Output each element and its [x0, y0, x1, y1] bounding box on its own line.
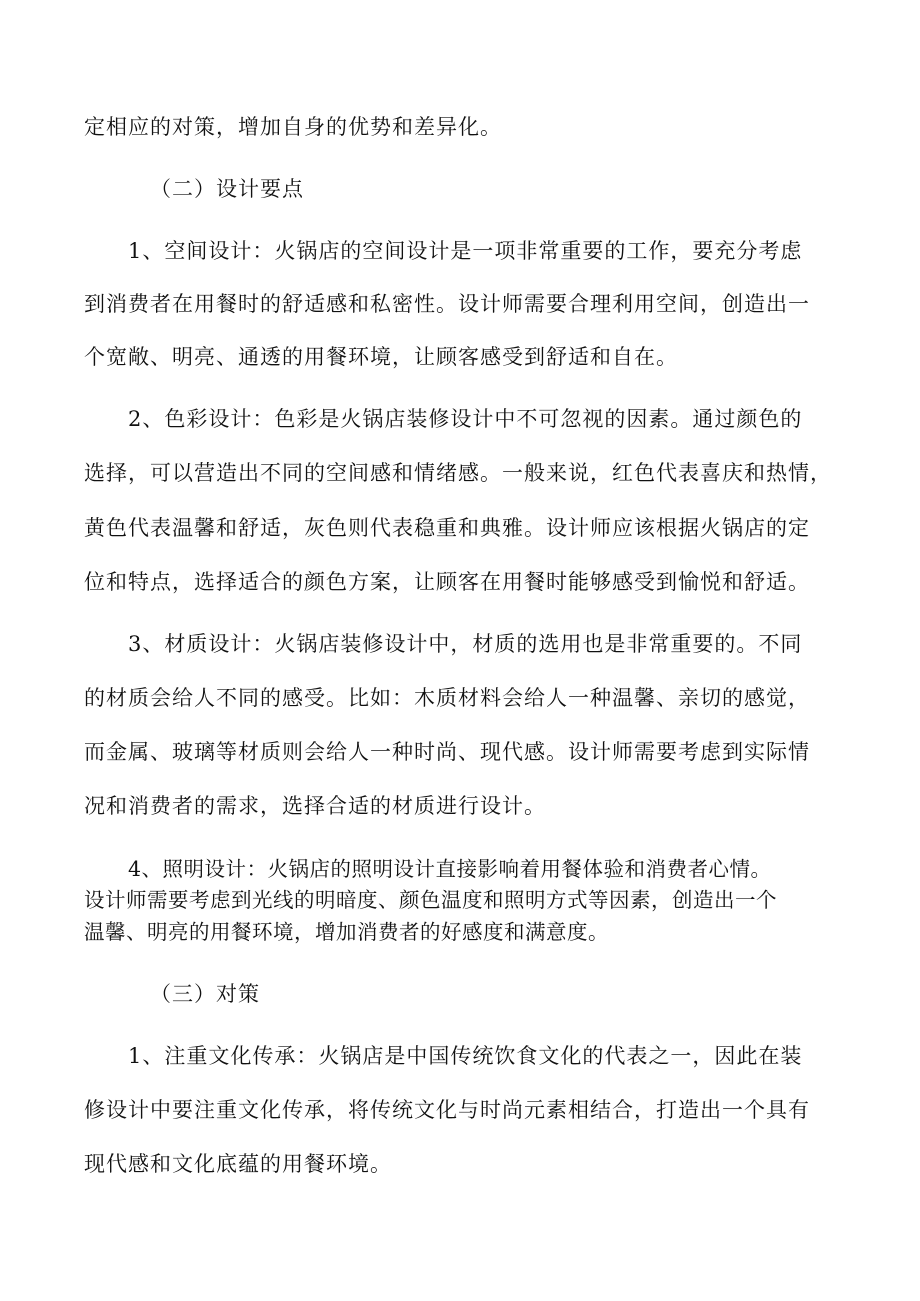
paragraph-line: 位和特点，选择适合的颜色方案，让顾客在用餐时能够感受到愉悦和舒适。 — [84, 570, 810, 594]
paragraph-line: 设计师需要考虑到光线的明暗度、颜色温度和照明方式等因素，创造出一个 — [84, 888, 777, 912]
section-heading: （三）对策 — [150, 982, 260, 1006]
paragraph-line: 况和消费者的需求，选择合适的材质进行设计。 — [84, 794, 546, 818]
paragraph-line: 1、注重文化传承：火锅店是中国传统饮食文化的代表之一，因此在装 — [128, 1044, 803, 1068]
paragraph-line: 选择，可以营造出不同的空间感和情绪感。一般来说，红色代表喜庆和热情， — [84, 461, 832, 485]
paragraph-line: 修设计中要注重文化传承，将传统文化与时尚元素相结合，打造出一个具有 — [84, 1098, 810, 1122]
paragraph-line: 温馨、明亮的用餐环境，增加消费者的好感度和满意度。 — [84, 920, 609, 944]
paragraph-line: 2、色彩设计：色彩是火锅店装修设计中不可忽视的因素。通过颜色的 — [128, 407, 803, 431]
paragraph-line: 而金属、玻璃等材质则会给人一种时尚、现代感。设计师需要考虑到实际情 — [84, 740, 810, 764]
paragraph-line: 3、材质设计：火锅店装修设计中，材质的选用也是非常重要的。不同 — [128, 632, 803, 656]
paragraph-line: 定相应的对策，增加自身的优势和差异化。 — [84, 115, 502, 139]
section-heading: （二）设计要点 — [150, 177, 304, 201]
paragraph-line: 到消费者在用餐时的舒适感和私密性。设计师需要合理利用空间，创造出一 — [84, 292, 810, 316]
paragraph-line: 黄色代表温馨和舒适，灰色则代表稳重和典雅。设计师应该根据火锅店的定 — [84, 516, 810, 540]
paragraph-line: 个宽敞、明亮、通透的用餐环境，让顾客感受到舒适和自在。 — [84, 345, 678, 369]
paragraph-line: 现代感和文化底蕴的用餐环境。 — [84, 1152, 392, 1176]
paragraph-line: 1、空间设计：火锅店的空间设计是一项非常重要的工作，要充分考虑 — [128, 239, 803, 263]
paragraph-line: 4、照明设计：火锅店的照明设计直接影响着用餐体验和消费者心情。 — [128, 857, 772, 881]
paragraph-line: 的材质会给人不同的感受。比如：木质材料会给人一种温馨、亲切的感觉， — [84, 686, 810, 710]
